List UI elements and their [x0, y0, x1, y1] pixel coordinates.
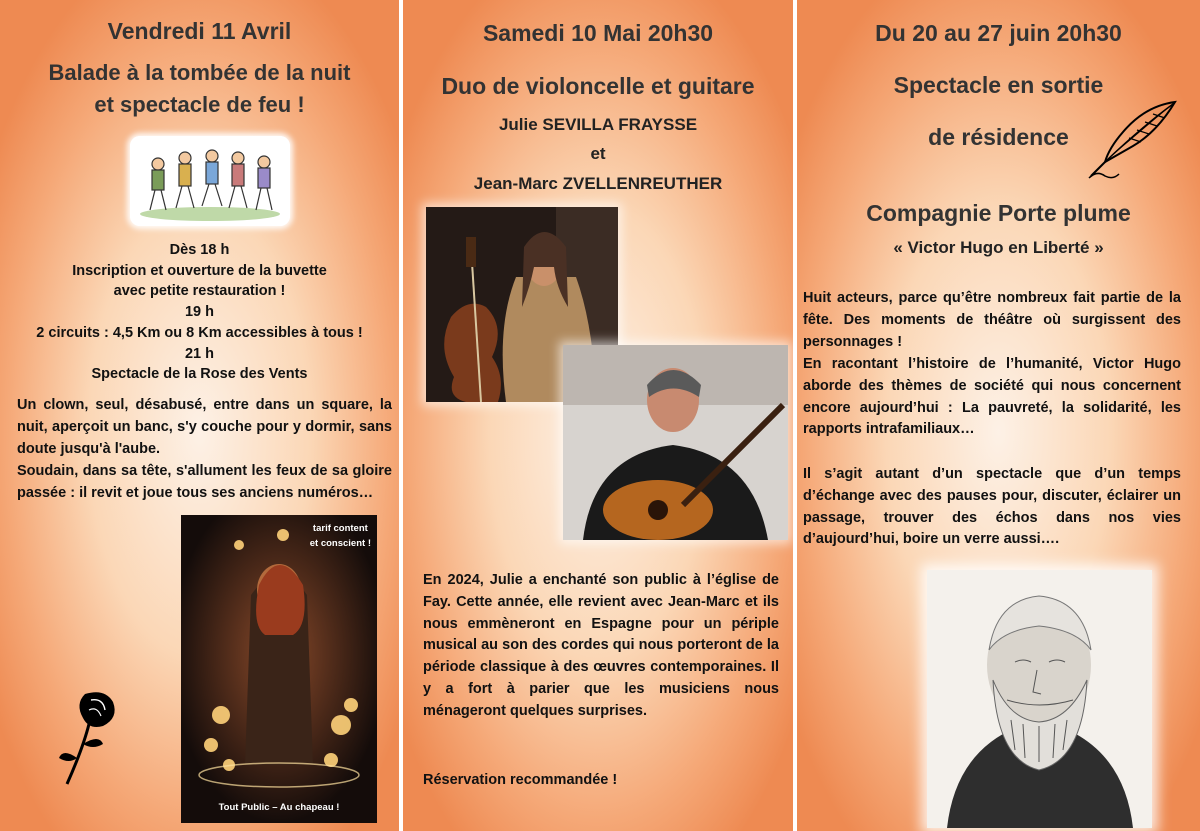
artist-separator: et — [590, 144, 606, 163]
title-line-1: Balade à la tombée de la nuit — [48, 60, 351, 85]
show-name: « Victor Hugo en Liberté » — [893, 238, 1104, 257]
artist-2: Jean-Marc ZVELLENREUTHER — [473, 174, 723, 193]
rose-icon — [55, 688, 125, 788]
company-name: Compagnie Porte plume — [866, 200, 1131, 226]
guitarist-photo — [563, 345, 788, 540]
event-title-line-2: de résidence — [928, 124, 1069, 150]
concert-description: En 2024, Julie a enchanté son public à l’église de Fay. Cette année, elle revient avec Jean-Marc et ils nous emmèneront en Espagne pour un périple musical au son des cordes qui nous porteront de la période classique à des œuvres contemporaines. Il y a fort à parier que les musiciens nous ménageront quelques surprises. — [423, 572, 779, 719]
quill-icon — [1085, 98, 1180, 180]
poster-price-note — [310, 521, 371, 551]
schedule-line: 2 circuits : 4,5 Km ou 8 Km accessibles à tous ! — [36, 324, 363, 341]
reservation-note: Réservation recommandée ! — [423, 772, 618, 788]
event-title: Duo de violoncelle et guitare — [441, 73, 755, 99]
schedule-line: Spectacle de la Rose des Vents — [91, 366, 308, 383]
panel-balade — [0, 0, 399, 831]
panel-concert — [403, 0, 793, 831]
theatre-para-1: Huit acteurs, parce qu’être nombreux fait partie de la fête. Des moments de théâtre où surgissent des personnages ! — [803, 290, 1181, 350]
poster-note-line: et conscient ! — [309, 538, 371, 550]
schedule-line: avec petite restauration ! — [113, 283, 286, 300]
event-title — [0, 57, 399, 121]
schedule-line: 19 h — [184, 304, 214, 321]
hikers-illustration — [130, 136, 290, 226]
schedule-line: Dès 18 h — [169, 242, 230, 258]
event-date: Samedi 10 Mai 20h30 — [482, 20, 714, 46]
show-description-2: Soudain, dans sa tête, s'allument les feux de sa gloire passée : il revit et joue tous ses anciens numéros… — [17, 463, 392, 501]
schedule — [0, 240, 399, 385]
panel-theatre — [797, 0, 1200, 831]
schedule-line: 21 h — [184, 345, 214, 362]
fire-show-poster — [181, 515, 377, 823]
event-date: Du 20 au 27 juin 20h30 — [875, 20, 1122, 46]
schedule-line: Inscription et ouverture de la buvette — [72, 262, 327, 279]
theatre-para-2: En racontant l’histoire de l’humanité, Victor Hugo aborde des thèmes de société qui nous concernent encore aujourd’hui : La pauvreté, la solidarité, les rapports intrafamiliaux… — [803, 356, 1181, 438]
show-description: Un clown, seul, désabusé, entre dans un square, la nuit, aperçoit un banc, s'y couche pour y dormir, sans doute jusqu'à l'aube. — [17, 397, 392, 457]
theatre-para-3: Il s’agit autant d’un spectacle que d’un temps d’échange avec des pauses pour, discuter, éclairer un passage, trouver des échos dans nos vies d’aujourd’hui, boire un verre aussi…. — [803, 466, 1181, 548]
artist-1: Julie SEVILLA FRAYSSE — [498, 115, 698, 134]
victor-hugo-portrait — [927, 570, 1152, 828]
poster-note-line: tarif content — [312, 523, 368, 534]
event-date: Vendredi 11 Avril — [107, 18, 292, 44]
title-line-2: et spectacle de feu ! — [94, 91, 305, 117]
poster-audience: Tout Public – Au chapeau ! — [218, 802, 340, 813]
event-title-line-1: Spectacle en sortie — [893, 72, 1104, 98]
